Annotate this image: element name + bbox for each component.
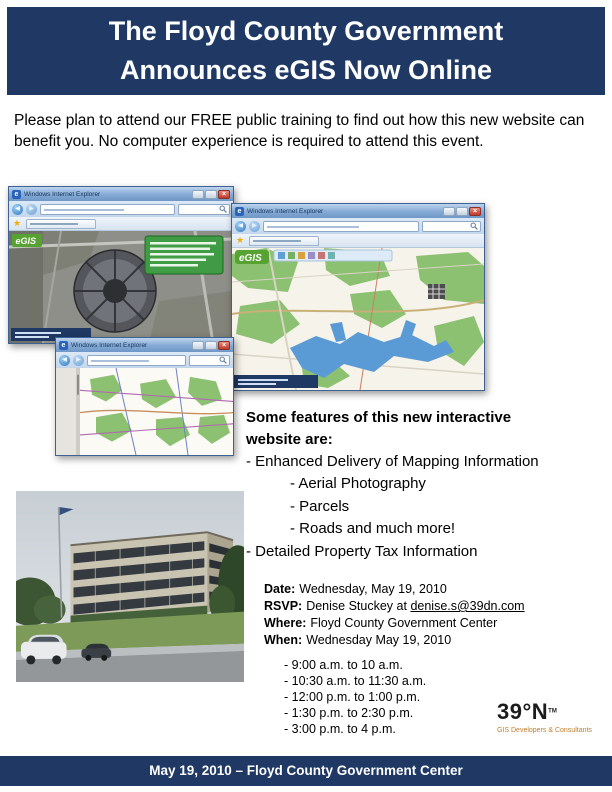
egis-logo-text: eGIS [239, 253, 262, 264]
map-toolbar-overlay[interactable] [274, 250, 392, 261]
where-value: Floyd County Government Center [310, 616, 498, 630]
back-icon[interactable]: ◀ [59, 355, 70, 366]
detail-date [264, 581, 525, 598]
egis-logo [12, 234, 42, 247]
aerial-photo-map [9, 231, 233, 343]
detail-rsvp [264, 598, 525, 615]
ie-favicon: e [59, 341, 68, 350]
session-time: - 1:30 p.m. to 2:30 p.m. [284, 706, 414, 720]
session-time: - 12:00 p.m. to 1:00 p.m. [284, 690, 421, 704]
address-bar [56, 352, 233, 368]
government-center-photo [16, 491, 244, 682]
window-title: Windows Internet Explorer [24, 190, 101, 198]
date-label: Date: [264, 582, 296, 596]
circular-structure [74, 250, 156, 332]
address-bar [232, 218, 484, 234]
forward-icon[interactable]: ▶ [73, 355, 84, 366]
map-popup [145, 236, 223, 274]
map-viewport-color[interactable] [232, 248, 484, 390]
window-buttons [443, 207, 481, 216]
coordinate-readout [234, 375, 318, 388]
company-logo [497, 699, 607, 734]
session-time: - 3:00 p.m. to 4 p.m. [284, 722, 396, 736]
trademark-symbol: TM [548, 708, 557, 715]
ie-favicon: e [12, 190, 21, 199]
feature-item: - Aerial Photography [290, 475, 426, 493]
search-icon [470, 222, 478, 230]
window-buttons [192, 341, 230, 350]
url-input[interactable] [263, 221, 419, 232]
header-banner [7, 7, 605, 95]
browser-tab[interactable] [249, 236, 319, 246]
tab-strip [232, 234, 484, 248]
window-title: Windows Internet Explorer [71, 341, 148, 349]
browser-window-aerial [8, 186, 234, 344]
close-icon[interactable]: × [469, 207, 481, 216]
titlebar[interactable] [9, 187, 233, 201]
where-label: Where: [264, 616, 307, 630]
map-viewport-parcels[interactable] [56, 368, 233, 455]
structure-icon [428, 284, 445, 299]
map-side-panel [56, 368, 76, 455]
event-details [264, 581, 525, 649]
browser-tab[interactable] [26, 219, 96, 229]
feature-item: - Parcels [290, 497, 350, 515]
minimize-icon[interactable] [443, 207, 455, 216]
window-buttons [192, 190, 230, 199]
favorites-star-icon[interactable]: ★ [236, 235, 245, 245]
session-time: - 9:00 a.m. to 10 a.m. [284, 658, 403, 672]
when-label: When: [264, 633, 303, 647]
search-input[interactable] [178, 204, 230, 215]
search-input[interactable] [189, 355, 230, 366]
building [71, 532, 234, 619]
close-icon[interactable]: × [218, 190, 230, 199]
browser-window-parcels [55, 337, 234, 456]
search-icon [219, 205, 227, 213]
tab-strip [9, 217, 233, 231]
header-line2: Announces eGIS Now Online [119, 55, 493, 85]
window-title: Windows Internet Explorer [247, 207, 324, 215]
rsvp-email-link[interactable]: denise.s@39dn.com [410, 599, 525, 613]
session-time: - 10:30 a.m. to 11:30 a.m. [284, 674, 427, 688]
intro-text: Please plan to attend our FREE public training to find out how this new website can benefit you. No computer experience is required to attend this event. [14, 112, 585, 150]
feature-item: - Detailed Property Tax Information [246, 542, 478, 560]
date-value: Wednesday, May 19, 2010 [299, 582, 447, 596]
footer-banner: May 19, 2010 – Floyd County Government Center [0, 756, 612, 786]
url-input[interactable] [40, 204, 175, 215]
detail-when [264, 632, 525, 649]
back-icon[interactable]: ◀ [235, 221, 246, 232]
search-input[interactable] [422, 221, 481, 232]
search-icon [219, 356, 227, 364]
building-photo [16, 491, 244, 682]
header-line1: The Floyd County Government [108, 16, 504, 46]
detail-where [264, 615, 525, 632]
color-map [232, 248, 484, 390]
map-viewport-aerial[interactable] [9, 231, 233, 343]
titlebar[interactable] [232, 204, 484, 218]
minimize-icon[interactable] [192, 341, 204, 350]
rsvp-contact: Denise Stuckey at [306, 599, 407, 613]
favorites-star-icon[interactable]: ★ [13, 218, 22, 228]
maximize-icon[interactable] [205, 341, 217, 350]
session-times-list [284, 657, 426, 737]
close-icon[interactable]: × [218, 341, 230, 350]
feature-item: - Roads and much more! [290, 520, 456, 538]
scrollbar-thumb[interactable] [77, 375, 79, 395]
minimize-icon[interactable] [192, 190, 204, 199]
logo-wordmark: 39°N [497, 699, 549, 724]
url-input[interactable] [87, 355, 186, 366]
address-bar [9, 201, 233, 217]
maximize-icon[interactable] [456, 207, 468, 216]
ie-favicon: e [235, 207, 244, 216]
features-heading: Some features of this new interactive website are: [246, 409, 512, 448]
egis-logo [235, 250, 269, 264]
maximize-icon[interactable] [205, 190, 217, 199]
forward-icon[interactable]: ▶ [249, 221, 260, 232]
titlebar[interactable] [56, 338, 233, 352]
forward-icon[interactable]: ▶ [26, 204, 37, 215]
egis-logo-text: eGIS [15, 236, 37, 246]
back-icon[interactable]: ◀ [12, 204, 23, 215]
features-list [246, 451, 539, 563]
feature-item: - Enhanced Delivery of Mapping Information [246, 453, 539, 470]
parcel-map [56, 368, 233, 455]
browser-window-map [231, 203, 485, 391]
when-value: Wednesday May 19, 2010 [306, 633, 452, 647]
logo-tagline: GIS Developers & Consultants [497, 727, 592, 734]
rsvp-label: RSVP: [264, 599, 303, 613]
